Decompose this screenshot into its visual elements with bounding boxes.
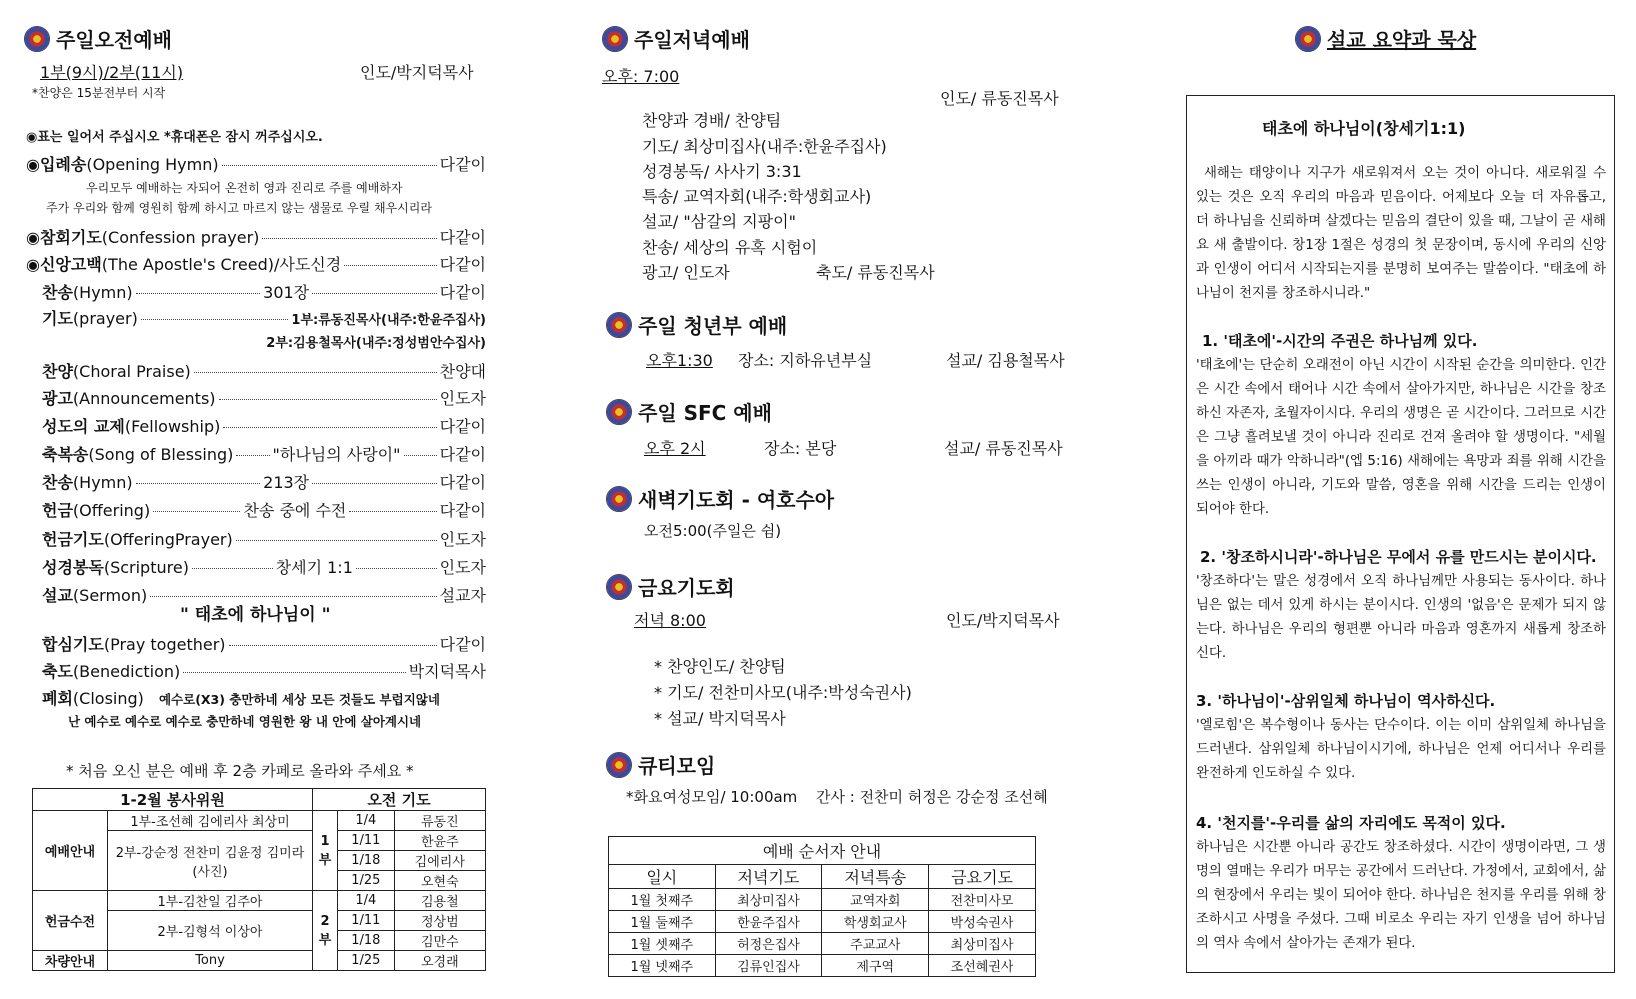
prayer-date: 1/11 <box>338 831 395 851</box>
table-row <box>609 933 1036 955</box>
closing-en: (Closing) <box>72 689 144 708</box>
order-right: 설교자 <box>439 586 486 605</box>
prayer-date: 1/25 <box>338 951 395 971</box>
order-right: 인도자 <box>439 389 486 408</box>
order-mid: 213장 <box>263 473 310 492</box>
order-en: (Hymn) <box>72 283 133 302</box>
sermon-title: " 태초에 하나님이 " <box>180 605 331 625</box>
prayer-name: 오현숙 <box>394 871 485 891</box>
order-item-pray-together <box>42 632 486 655</box>
section-body: '엘로힘'은 복수형이나 동사는 단수이다. 이는 이미 삼위일체 하나님을 드러낸다. 삼위일체 하나님이시기에, 하나님은 언제 어디서나 우리를 완전하게 인도하실 수 있다. <box>1196 718 1606 781</box>
offering-label: 헌금수전 <box>33 891 108 951</box>
order-en: (Song of Blessing) <box>88 445 234 464</box>
order-label: 성도의 교제 <box>42 417 125 436</box>
order-right: 인도자 <box>439 558 486 577</box>
prayer-date: 1/11 <box>338 911 395 931</box>
evening-line: 찬양과 경배/ 찬양팀 <box>642 111 782 130</box>
friday-line: * 찬양인도/ 찬양팀 <box>654 657 786 676</box>
order-item <box>42 306 486 329</box>
summary-heading <box>1295 24 1476 53</box>
qt-line: *화요여성모임/ 10:00am <box>626 788 798 806</box>
order-en: (Announcements) <box>72 389 216 408</box>
evening-line: 특송/ 교역자회(내주:학생회교사) <box>642 187 872 206</box>
order-item <box>42 386 486 409</box>
order-cell: 1월 둘째주 <box>609 911 716 933</box>
order-en: (Confession prayer) <box>101 228 260 247</box>
order-item-opening <box>26 152 486 175</box>
church-logo-icon <box>606 752 632 778</box>
morning-leader: 인도/박지덕목사 <box>360 63 474 82</box>
church-logo-icon <box>606 486 632 512</box>
table-row <box>609 889 1036 911</box>
order-right: 다같이 <box>439 473 487 492</box>
order-mid: 창세기 1:1 <box>275 558 353 577</box>
order-cell: 한윤주집사 <box>715 911 822 933</box>
friday-line: * 설교/ 박지덕목사 <box>654 709 786 728</box>
order-cell: 1월 넷째주 <box>609 955 716 977</box>
evening-service-heading <box>602 24 750 53</box>
evening-title: 주일저녁예배 <box>634 28 750 52</box>
friday-time: 저녁 8:00 <box>634 611 706 630</box>
order-item <box>42 359 486 382</box>
evening-time: 오후: 7:00 <box>602 67 680 86</box>
order-en: (Opening Hymn) <box>86 155 219 174</box>
table-row <box>609 911 1036 933</box>
volunteer-header: 1-2월 봉사위원 <box>33 789 313 811</box>
order-en: (Sermon) <box>72 586 148 605</box>
volunteer-table <box>32 788 486 971</box>
opening-lyrics-1: 우리모두 예배하는 자되어 온전히 영과 진리로 주를 예배하자 <box>86 181 403 195</box>
standing-notice: ◉표는 일어서 주십시오 *휴대폰은 잠시 꺼주십시오. <box>26 130 323 145</box>
order-item <box>42 332 486 351</box>
order-label: 광고 <box>42 389 73 408</box>
order-en: (The Apostle's Creed)/사도신경 <box>101 255 342 274</box>
order-item <box>42 527 486 550</box>
section-body: 하나님은 시간뿐 아니라 공간도 창조하셨다. 시간이 생명이라면, 그 생명의 열매는 우리가 머무는 공간에서 드러난다. 가정에서, 교회에서, 삶의 현장에서 우리는 빛이 되어야 한다. 하나님은 천지를 우리를 위해 창조하시고 사명을 주셨다. 그때 비로소 우리는 자기 인생을 넘어 하나님의 역사 속에서 살아가는 존재가 된다. <box>1196 840 1606 951</box>
offering-1: 1부-김찬일 김주아 <box>108 891 313 911</box>
usher-label: 예배안내 <box>33 811 108 891</box>
qt-staff: 간사 : 전찬미 허정은 강순정 조선혜 <box>816 788 1048 806</box>
order-en: (Offering) <box>72 501 151 520</box>
order-header: 금요기도 <box>929 865 1036 889</box>
order-cell: 주교교사 <box>822 933 929 955</box>
order-en: (Fellowship) <box>124 417 221 436</box>
order-right: 2부:김용철목사(내주:정성범안수집사) <box>266 336 486 351</box>
evening-leader: 인도/ 류동진목사 <box>940 89 1059 108</box>
friday-heading <box>606 572 735 601</box>
section-body: '태초에'는 단순히 오래전이 아닌 시간이 시작된 순간을 의미한다. 인간은 시간 속에서 태어나 시간 속에서 살아가지만, 하나님은 시간을 창조하신 자존자, 초월자이시다. 우리의 생명은 곧 시간이다. 그러므로 시간은 그냥 흘려보낼 것이 아니라 진리로 건져 올려야 할 생명이다. "세월을 아끼라 때가 악하니라"(엡 5:16) 새해에는 욕망과 죄를 위해 시간을 쓰는 인생이 아니라, 기도와 말씀, 영혼을 위해 시간을 드리는 인생이 되어야 한다. <box>1196 358 1606 517</box>
order-cell: 허정은집사 <box>715 933 822 955</box>
summary-title: 설교 요약과 묵상 <box>1327 28 1477 52</box>
dawn-time: 오전5:00(주일은 쉼) <box>644 522 782 540</box>
sfc-place: 장소: 본당 <box>764 439 837 458</box>
sfc-title: 주일 SFC 예배 <box>638 401 772 425</box>
sfc-heading <box>606 397 772 426</box>
evening-line: 찬송/ 세상의 유혹 시험이 <box>642 238 818 257</box>
sermon-intro: 새해는 태양이나 지구가 새로워져서 오는 것이 아니다. 새로워질 수 있는 것은 오직 우리의 마음과 믿음이다. 어제보다 오늘 더 자유롭고, 더 하나님을 신뢰하며 살겠다는 믿음의 결단이 있을 때, 그날이 곧 새해요 새 출발이다. 창1장 1절은 성경의 첫 문장이며, 동시에 우리의 신앙과 인생이 어디서 시작되는지를 분명히 보여주는 말씀이다. "태초에 하나님이 천지를 창조하시니라." <box>1196 166 1606 301</box>
order-label: ◉참회기도 <box>26 228 102 247</box>
dawn-heading <box>606 484 834 513</box>
order-cell: 박성숙권사 <box>929 911 1036 933</box>
church-logo-icon <box>1295 26 1321 52</box>
evening-line: 축도/ 류동진목사 <box>816 263 935 282</box>
order-label: 축도 <box>42 662 73 681</box>
order-label: 합심기도 <box>42 635 104 654</box>
section-heading: 4. '천지를'-우리를 삶의 자리에도 목적이 있다. <box>1196 814 1506 832</box>
order-header: 일시 <box>609 865 716 889</box>
prayer-name: 김용철 <box>394 891 485 911</box>
usher-1: 1부-조선혜 김에리사 최상미 <box>108 811 313 831</box>
evening-line: 성경봉독/ 사사기 3:31 <box>642 162 802 181</box>
order-cell: 김류인집사 <box>715 955 822 977</box>
prayer-date: 1/18 <box>338 851 395 871</box>
order-right: 다같이 <box>439 255 486 274</box>
offering-2: 2부-김형석 이상아 <box>108 911 313 951</box>
order-en: (Pray together) <box>103 635 226 654</box>
prayer-name: 한윤주 <box>394 831 485 851</box>
worship-order-table <box>608 836 1036 977</box>
church-logo-icon <box>24 26 50 52</box>
order-cell: 전찬미사모 <box>929 889 1036 911</box>
church-logo-icon <box>606 399 632 425</box>
qt-title: 큐티모임 <box>638 754 716 778</box>
section-body: '창조하다'는 말은 성경에서 오직 하나님께만 사용되는 동사이다. 하나님은 없는 데서 있게 하시는 분이시다. 인생의 '없음'은 문제가 되지 않는다. 하나님은 우리의 형편뿐 아니라 마음과 영혼까지 새롭게 창조하신다. <box>1196 574 1606 661</box>
order-cell: 1월 첫째주 <box>609 889 716 911</box>
sfc-time: 오후 2시 <box>644 439 706 458</box>
order-right: 인도자 <box>439 530 486 549</box>
order-right: 다같이 <box>439 155 486 174</box>
morning-service-heading <box>24 24 172 53</box>
order-en: (Benediction) <box>72 662 181 681</box>
order-item <box>42 470 486 493</box>
order-label: ◉신앙고백 <box>26 255 102 274</box>
order-label: 찬양 <box>42 362 73 381</box>
order-en: (Scripture) <box>103 558 189 577</box>
order-item <box>26 252 486 275</box>
qt-heading <box>606 750 715 779</box>
order-label: ◉입례송 <box>26 155 87 174</box>
order-item <box>42 414 486 437</box>
order-mid: "하나님의 사랑이" <box>272 445 401 464</box>
order-en: (Hymn) <box>72 473 133 492</box>
order-label: 찬송 <box>42 473 73 492</box>
evening-line: 설교/ "삼갈의 지팡이" <box>642 212 796 231</box>
youth-heading <box>606 310 787 339</box>
welcome-note: * 처음 오신 분은 예배 후 2층 카페로 올라와 주세요 * <box>66 762 414 780</box>
closing-label: 폐회 <box>42 689 73 708</box>
order-right: 다같이 <box>439 635 486 654</box>
order-item <box>26 225 486 248</box>
order-en: (OfferingPrayer) <box>103 530 233 549</box>
evening-line: 기도/ 최상미집사(내주:한윤주집사) <box>642 137 887 156</box>
prayer-date: 1/4 <box>338 891 395 911</box>
prayer-date: 1/4 <box>338 811 395 831</box>
morning-service-title: 주일오전예배 <box>56 28 172 52</box>
order-right: 다같이 <box>439 283 487 302</box>
order-item <box>42 498 486 521</box>
prayer-name: 김에리사 <box>394 851 485 871</box>
order-right: 박지덕목사 <box>408 662 486 681</box>
youth-preacher: 설교/ 김용철목사 <box>946 351 1065 370</box>
church-logo-icon <box>606 312 632 338</box>
order-label: 헌금 <box>42 501 73 520</box>
order-table-title: 예배 순서자 안내 <box>609 837 1036 865</box>
sfc-preacher: 설교/ 류동진목사 <box>944 439 1063 458</box>
friday-leader: 인도/박지덕목사 <box>946 611 1060 630</box>
section-heading: 3. '하나님이'-삼위일체 하나님이 역사하신다. <box>1196 692 1496 710</box>
sermon-summary-title: 태초에 하나님이(창세기1:1) <box>1262 119 1466 138</box>
order-en: (prayer) <box>72 309 138 328</box>
youth-place: 장소: 지하유년부실 <box>738 351 873 370</box>
prayer-name: 류동진 <box>394 811 485 831</box>
prayer-date: 1/18 <box>338 931 395 951</box>
car-driver: Tony <box>108 951 313 971</box>
church-logo-icon <box>606 574 632 600</box>
prayer-name: 김만수 <box>394 931 485 951</box>
church-logo-icon <box>602 26 628 52</box>
closing-row <box>42 686 440 709</box>
order-mid: 301장 <box>263 283 310 302</box>
order-item-benediction <box>42 659 486 682</box>
order-label: 찬송 <box>42 283 73 302</box>
order-right: 다같이 <box>439 445 486 464</box>
order-right: 다같이 <box>439 228 486 247</box>
order-item <box>42 555 486 578</box>
evening-line: 광고/ 인도자 <box>642 263 730 282</box>
prayer-name: 오경래 <box>394 951 485 971</box>
prayer-date: 1/25 <box>338 871 395 891</box>
closing-line-2: 난 예수로 예수로 예수로 충만하네 영원한 왕 내 안에 살아계시네 <box>68 714 422 729</box>
section-heading: 2. '창조하시니라'-하나님은 무에서 유를 만드시는 분이시다. <box>1200 548 1597 566</box>
youth-title: 주일 청년부 예배 <box>638 314 788 338</box>
closing-line-1: 예수로(X3) 충만하네 세상 모든 것들도 부럽지않네 <box>158 692 440 707</box>
order-label: 헌금기도 <box>42 530 104 549</box>
order-cell: 1월 셋째주 <box>609 933 716 955</box>
order-cell: 교역자회 <box>822 889 929 911</box>
car-label: 차량안내 <box>33 951 108 971</box>
usher-2: 2부-강순정 전찬미 김윤정 김미라(사진) <box>108 831 313 891</box>
youth-time: 오후1:30 <box>646 351 713 370</box>
order-en: (Choral Praise) <box>72 362 191 381</box>
order-right: 1부:류동진목사(내주:한윤주집사) <box>291 313 486 328</box>
order-header: 저녁기도 <box>715 865 822 889</box>
order-label: 축복송 <box>42 445 89 464</box>
table-row <box>609 955 1036 977</box>
order-label: 기도 <box>42 309 73 328</box>
friday-title: 금요기도회 <box>638 576 735 600</box>
order-label: 성경봉독 <box>42 558 104 577</box>
order-right: 다같이 <box>439 417 486 436</box>
order-label: 설교 <box>42 586 73 605</box>
order-cell: 조선혜권사 <box>929 955 1036 977</box>
prayer-name: 정상범 <box>394 911 485 931</box>
order-item <box>42 442 486 465</box>
part-1: 1 부 <box>313 811 338 891</box>
order-cell: 최상미집사 <box>929 933 1036 955</box>
opening-lyrics-2: 주가 우리와 함께 영원히 함께 하시고 마르지 않는 샘물로 우릴 채우시리라 <box>46 201 432 215</box>
prayer-header: 오전 기도 <box>313 789 486 811</box>
order-right: 찬양대 <box>439 362 486 381</box>
part-2: 2 부 <box>313 891 338 971</box>
friday-line: * 기도/ 전찬미사모(내주:박성숙권사) <box>654 683 912 702</box>
dawn-title: 새벽기도회 - 여호수아 <box>638 488 835 512</box>
order-header: 저녁특송 <box>822 865 929 889</box>
order-cell: 제구역 <box>822 955 929 977</box>
morning-times: 1부(9시)/2부(11시) <box>40 63 184 82</box>
order-item <box>42 280 486 303</box>
section-heading: 1. '태초에'-시간의 주권은 하나님께 있다. <box>1202 332 1478 350</box>
order-cell: 학생회교사 <box>822 911 929 933</box>
praise-note: *찬양은 15분전부터 시작 <box>32 86 166 100</box>
order-right: 다같이 <box>439 501 487 520</box>
order-mid: 찬송 중에 수전 <box>243 501 347 520</box>
order-cell: 최상미집사 <box>715 889 822 911</box>
